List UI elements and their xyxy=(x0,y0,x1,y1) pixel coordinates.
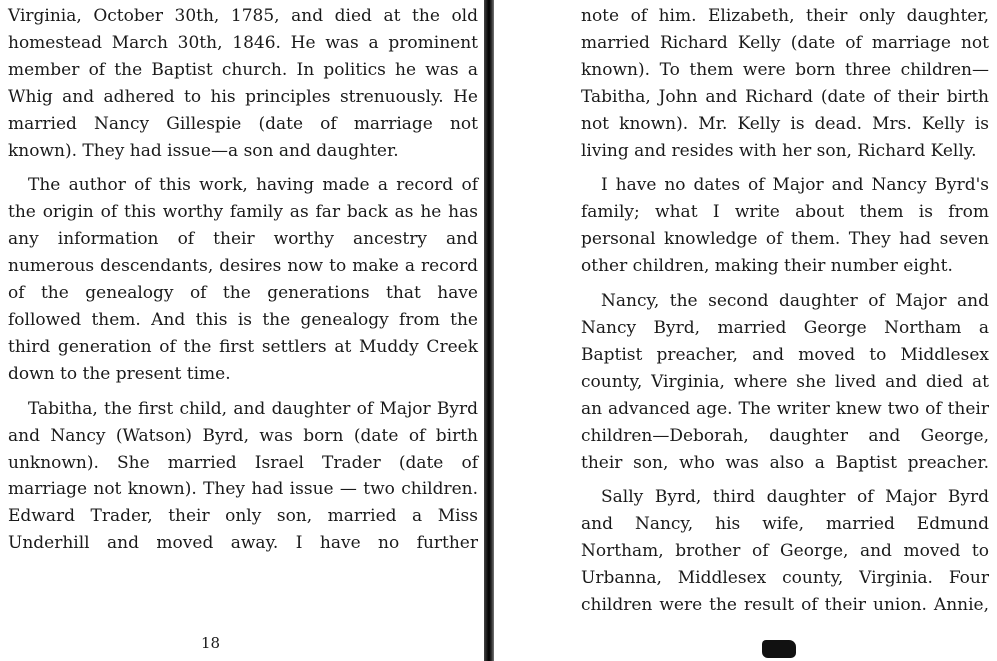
right-page xyxy=(497,0,997,661)
right-paragraph-4: Sally Byrd, third daughter of Major Byrd and Nancy, his wife, married Edmund Northam, brother of George, and moved to Urbanna, Middlesex county, Virginia. Four children were the result of their union. Annie, xyxy=(581,487,989,616)
left-paragraph-2: The author of this work, having made a record of the origin of this worthy family as far back as he has any information of their worthy ancestry and numerous descendants, desires now to make a record of the genealogy of the generations that have followed them. And this is the genealogy from the third generation of the first settlers at Muddy Creek down to the present time. xyxy=(8,175,478,384)
right-paragraph-2: I have no dates of Major and Nancy Byrd's family; what I write about them is from personal knowledge of them. They had seven other children, making their number eight. xyxy=(581,175,989,277)
left-page xyxy=(0,0,486,661)
right-paragraph-3: Nancy, the second daughter of Major and Nancy Byrd, married George Northam a Baptist preacher, and moved to Middlesex county, Virginia, where she lived and died at an advanced age. The writer knew two of their children—Deborah, daughter and George, their son, who was also a Baptist preacher. xyxy=(581,291,989,473)
right-paragraph-1: note of him. Elizabeth, their only daughter, married Richard Kelly (date of marriage not known). To them were born three children—Tabitha, John and Richard (date of their birth not known). Mr. Kelly is dead. Mrs. Kelly is living and resides with her son, Richard Kelly. xyxy=(581,6,989,161)
left-paragraph-3: Tabitha, the first child, and daughter of Major Byrd and Nancy (Watson) Byrd, was born (date of birth unknown). She married Israel Trader (date of marriage not known). They had issue — two children. Edward Trader, their only son, married a Miss Underhill and moved away. I have no further xyxy=(8,398,478,554)
left-paragraph-1: Virginia, October 30th, 1785, and died at the old homestead March 30th, 1846. He was a prominent member of the Baptist church. In politics he was a Whig and adhered to his principles strenuously. He married Nancy Gillespie (date of marriage not known). They had issue—a son and daughter. xyxy=(8,6,478,161)
book-gutter xyxy=(484,0,494,661)
page-number: 18 xyxy=(201,634,221,652)
ink-blot xyxy=(762,640,796,658)
